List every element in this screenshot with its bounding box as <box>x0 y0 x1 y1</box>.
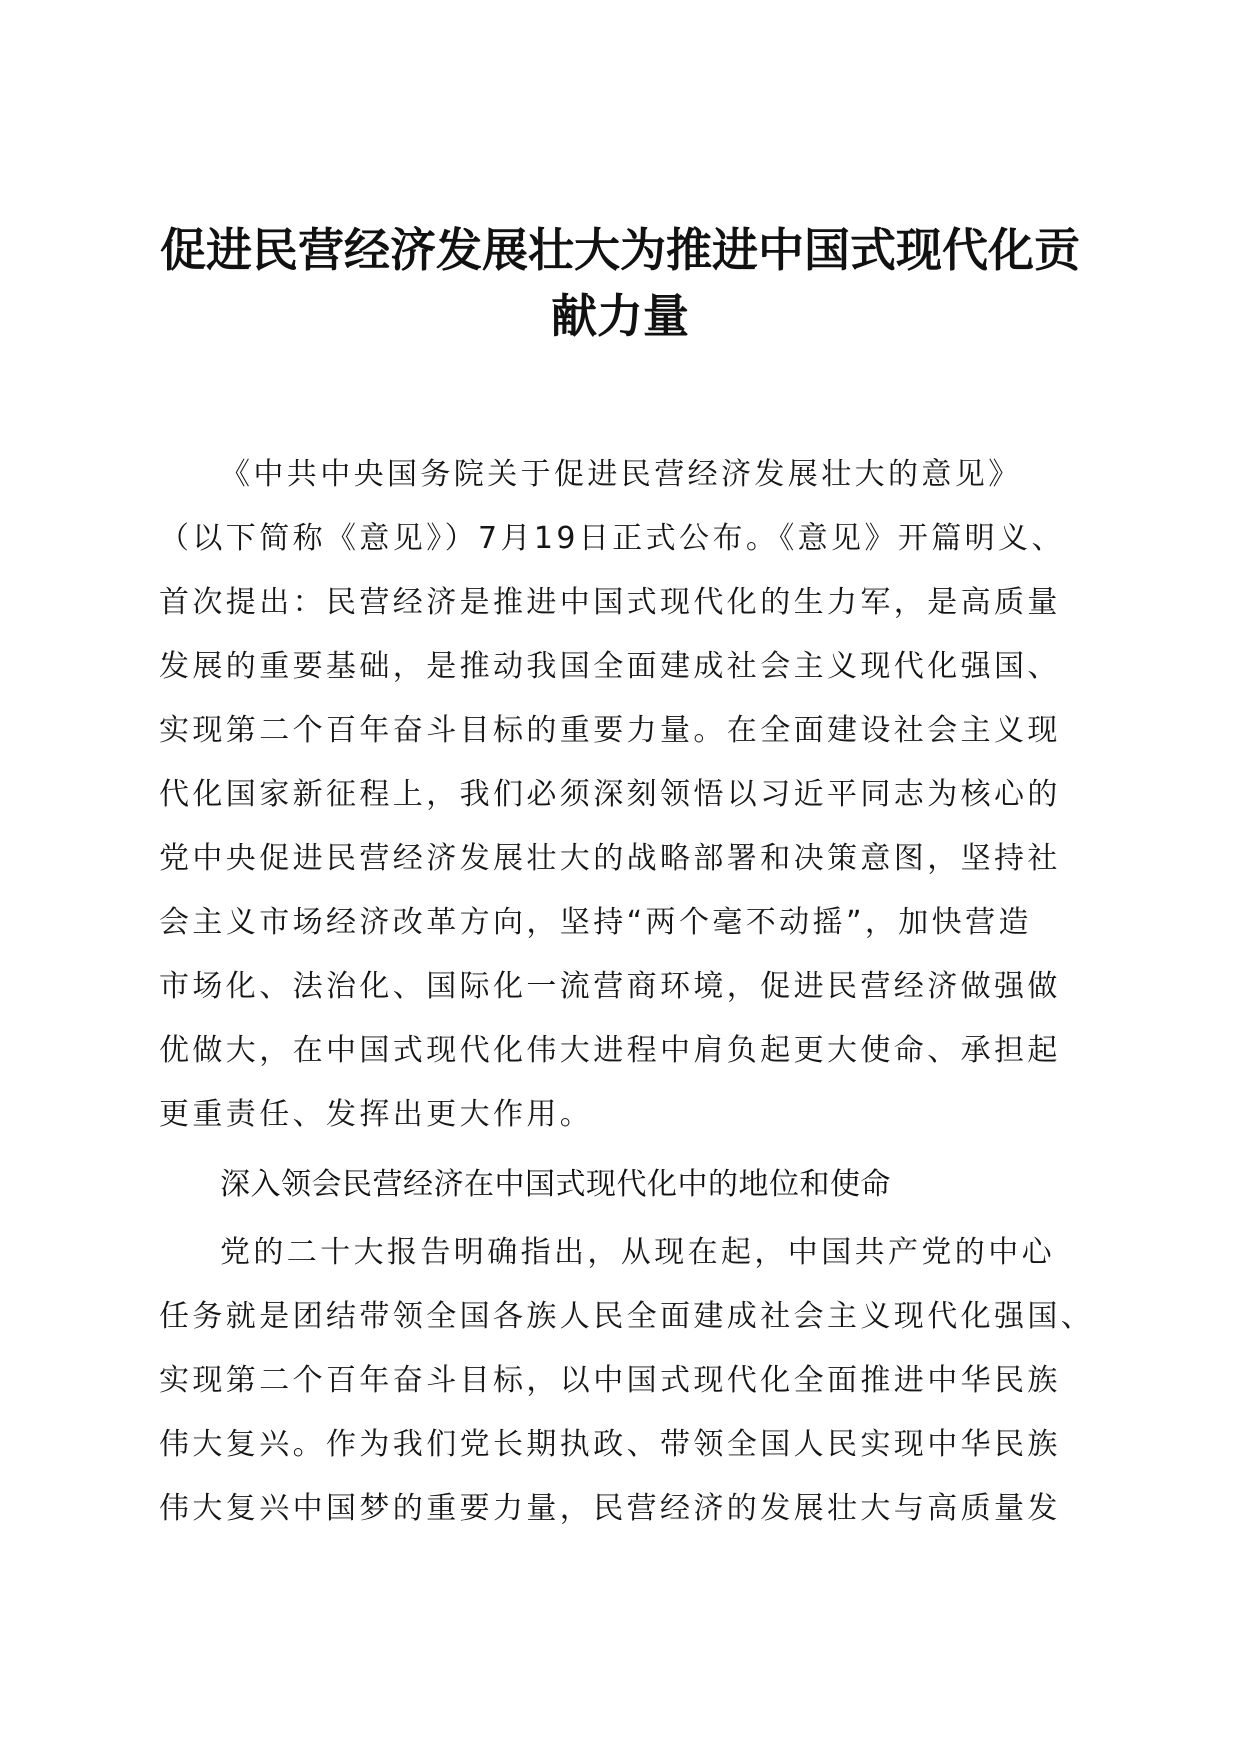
paragraph-2-line-1: 党的二十大报告明确指出，从现在起，中国共产党的中心 <box>220 1235 1055 1270</box>
title-line-2: 献力量 <box>551 289 689 343</box>
paragraph-1-line-8: 会主义市场经济改革方向，坚持“两个毫不动摇”，加快营造 <box>159 905 1032 940</box>
paragraph-1-line-7: 党中央促进民营经济发展壮大的战略部署和决策意图，坚持社 <box>159 841 1061 876</box>
paragraph-2-line-2: 任务就是团结带领全国各族人民全面建成社会主义现代化强国、 <box>159 1299 1095 1334</box>
paragraph-1-line-11: 更重责任、发挥出更大作用。 <box>159 1097 594 1132</box>
paragraph-2-line-3: 实现第二个百年奋斗目标，以中国式现代化全面推进中华民族 <box>159 1363 1061 1398</box>
paragraph-1-line-9: 市场化、法治化、国际化一流营商环境，促进民营经济做强做 <box>159 969 1061 1004</box>
paragraph-1-line-4: 发展的重要基础，是推动我国全面建成社会主义现代化强国、 <box>159 649 1061 684</box>
paragraph-2-line-5: 伟大复兴中国梦的重要力量，民营经济的发展壮大与高质量发 <box>159 1491 1061 1526</box>
section-heading: 深入领会民营经济在中国式现代化中的地位和使命 <box>220 1167 891 1202</box>
paragraph-1-line-10: 优做大，在中国式现代化伟大进程中肩负起更大使命、承担起 <box>159 1033 1061 1068</box>
paragraph-1-line-6: 代化国家新征程上，我们必须深刻领悟以习近平同志为核心的 <box>159 777 1061 812</box>
paragraph-1-line-1: 《中共中央国务院关于促进民营经济发展壮大的意见》 <box>220 457 1022 492</box>
title-line-1: 促进民营经济发展壮大为推进中国式现代化贡 <box>160 223 1080 277</box>
paragraph-1-line-5: 实现第二个百年奋斗目标的重要力量。在全面建设社会主义现 <box>159 713 1061 748</box>
paragraph-1-line-3: 首次提出：民营经济是推进中国式现代化的生力军，是高质量 <box>159 585 1061 620</box>
paragraph-2-line-4: 伟大复兴。作为我们党长期执政、带领全国人民实现中华民族 <box>159 1427 1061 1462</box>
paragraph-1-line-2: （以下简称《意见》）7月19日正式公布。《意见》开篇明义、 <box>159 521 1065 556</box>
